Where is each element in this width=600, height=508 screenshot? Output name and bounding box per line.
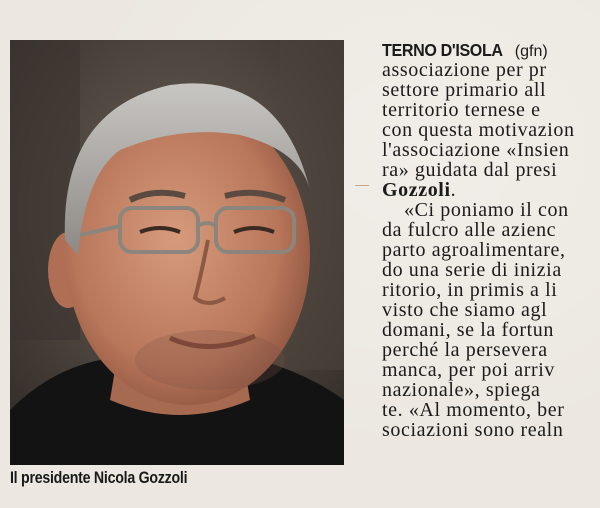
- article-line: do una serie di inizia: [382, 259, 562, 281]
- article-line: associazione per pr: [382, 59, 547, 81]
- article-first-line: [382, 40, 600, 60]
- article-line: te. «Al momento, ber: [382, 399, 565, 421]
- article-line: parto agroalimentare,: [382, 239, 566, 261]
- agency-code: (gfn): [514, 43, 548, 60]
- photo-caption: Il presidente Nicola Gozzoli: [10, 469, 188, 487]
- name-punctuation: .: [450, 179, 457, 201]
- portrait-photo: [10, 40, 344, 465]
- article-line: «Ci poniamo il con: [404, 199, 569, 221]
- article-line: ra» guidata dal presi: [382, 159, 558, 181]
- article-name-line: [382, 180, 600, 200]
- article-line: l'associazione «Insien: [382, 139, 570, 161]
- fold-mark: [355, 185, 369, 186]
- article-line: settore primario all: [382, 79, 547, 101]
- article-line: da fulcro alle azienc: [382, 219, 557, 241]
- article-line: domani, se la fortun: [382, 319, 554, 341]
- article-line: nazionale», spiega: [382, 379, 541, 401]
- dateline: TERNO D'ISOLA: [382, 40, 503, 60]
- article-line: manca, per poi arriv: [382, 359, 556, 381]
- article-line: territorio ternese e: [382, 99, 541, 121]
- article-line: con questa motivazion: [382, 119, 575, 141]
- article-column: [382, 40, 600, 440]
- article-line: sociazioni sono realn: [382, 419, 564, 441]
- article-line: visto che siamo agl: [382, 299, 548, 321]
- article-line: perché la persevera: [382, 339, 548, 361]
- president-surname: Gozzoli: [382, 179, 451, 201]
- article-line: ritorio, in primis a li: [382, 279, 558, 301]
